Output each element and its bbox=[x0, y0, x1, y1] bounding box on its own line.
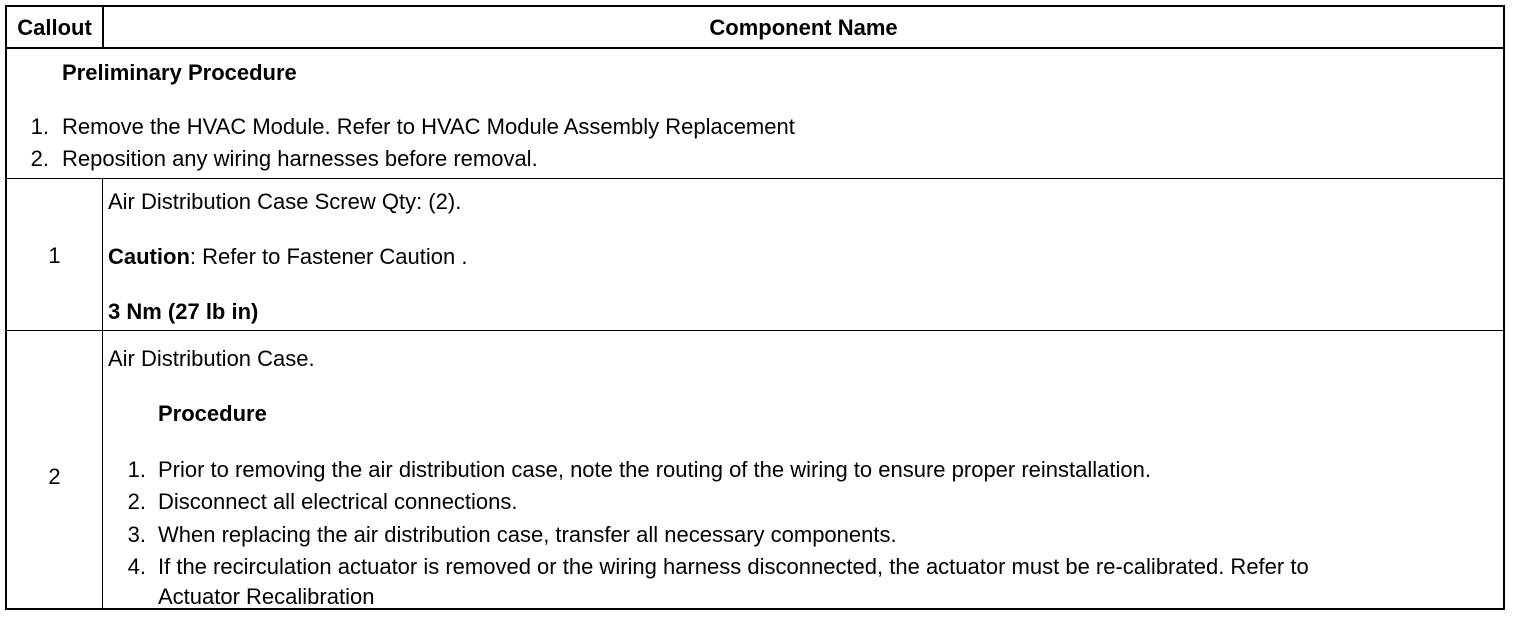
header-callout: Callout bbox=[17, 15, 92, 40]
procedure-step-number: 2. bbox=[127, 489, 146, 514]
procedure-step-number: 4. bbox=[127, 554, 146, 579]
component-table bbox=[5, 5, 1505, 610]
procedure-step-text: Prior to removing the air distribution case, note the routing of the wiring to ensure proper reinstallation. bbox=[158, 457, 1151, 482]
column-divider bbox=[102, 331, 103, 608]
preliminary-step-text: Remove the HVAC Module. Refer to HVAC Module Assembly Replacement bbox=[62, 114, 795, 139]
component-name: Air Distribution Case. bbox=[108, 346, 315, 371]
preliminary-procedure-row bbox=[7, 49, 1503, 179]
table-row bbox=[7, 331, 1503, 608]
preliminary-step-text: Reposition any wiring harnesses before removal. bbox=[62, 146, 538, 171]
procedure-step-number: 3. bbox=[127, 522, 146, 547]
caution-line bbox=[108, 244, 467, 270]
torque-spec: 3 Nm (27 lb in) bbox=[108, 299, 259, 324]
caution-text: : Refer to Fastener Caution . bbox=[189, 244, 468, 269]
component-name: Air Distribution Case Screw Qty: (2). bbox=[108, 189, 462, 214]
procedure-step-text: Disconnect all electrical connections. bbox=[158, 489, 518, 514]
callout-number: 2 bbox=[48, 464, 61, 489]
procedure-step-text-continued: Actuator Recalibration bbox=[158, 584, 375, 609]
preliminary-step-number: 1. bbox=[30, 114, 49, 139]
header-component-name: Component Name bbox=[709, 15, 898, 40]
procedure-step-number: 1. bbox=[127, 457, 146, 482]
table-row bbox=[7, 179, 1503, 331]
column-divider bbox=[102, 179, 103, 330]
procedure-step-text: If the recirculation actuator is removed or the wiring harness disconnected, the actuator must be re-calibrated. Refer to bbox=[158, 554, 1309, 579]
callout-number: 1 bbox=[48, 243, 61, 268]
procedure-step-text: When replacing the air distribution case, transfer all necessary components. bbox=[158, 522, 897, 547]
preliminary-step-number: 2. bbox=[30, 146, 49, 171]
caution-label: Caution bbox=[108, 244, 190, 269]
procedure-title: Procedure bbox=[158, 401, 267, 426]
preliminary-title: Preliminary Procedure bbox=[62, 60, 297, 85]
table-header-row bbox=[7, 7, 1503, 49]
